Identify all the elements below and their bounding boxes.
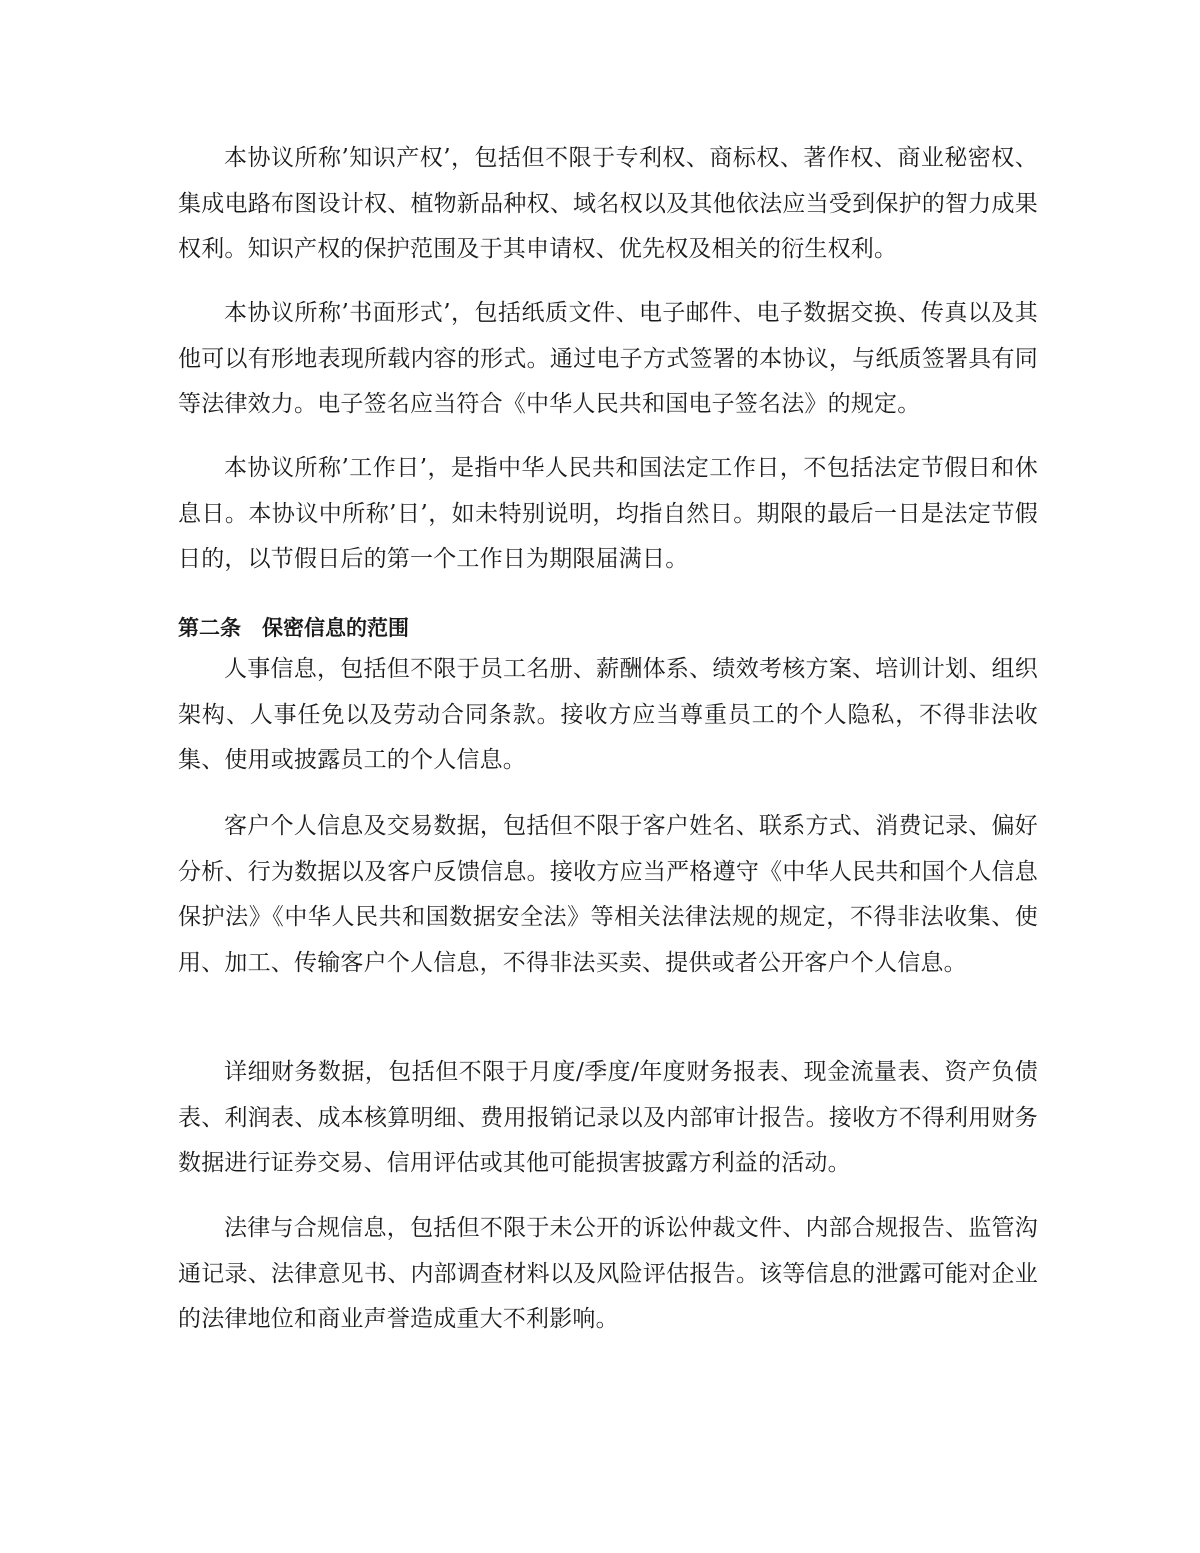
paragraph-legal-compliance-information: 法律与合规信息，包括但不限于未公开的诉讼仲裁文件、内部合规报告、监管沟通记录、法律意见书、内部调查材料以及风险评估报告。该等信息的泄露可能对企业的法律地位和商业声誉造成重大不利影响。 — [178, 1215, 1038, 1332]
paragraph-financial-data: 详细财务数据，包括但不限于月度/季度/年度财务报表、现金流量表、资产负债表、利润表、成本核算明细、费用报销记录以及内部审计报告。接收方不得利用财务数据进行证券交易、信用评估或其他可能损害披露方利益的活动。 — [178, 1059, 1038, 1176]
paragraph-customer-information: 客户个人信息及交易数据，包括但不限于客户姓名、联系方式、消费记录、偏好分析、行为数据以及客户反馈信息。接收方应当严格遵守《中华人民共和国个人信息保护法》《中华人民共和国数据安全法》等相关法律法规的规定，不得非法收集、使用、加工、传输客户个人信息，不得非法买卖、提供或者公开客户个人信息。 — [178, 813, 1038, 976]
paragraph-working-day-definition: 本协议所称’工作日’，是指中华人民共和国法定工作日，不包括法定节假日和休息日。本协议中所称’日’，如未特别说明，均指自然日。期限的最后一日是法定节假日的，以节假日后的第一个工作日为期限届满日。 — [178, 455, 1038, 572]
paragraph-intellectual-property-definition: 本协议所称’知识产权’，包括但不限于专利权、商标权、著作权、商业秘密权、集成电路布图设计权、植物新品种权、域名权以及其他依法应当受到保护的智力成果权利。知识产权的保护范围及于其申请权、优先权及相关的衍生权利。 — [178, 145, 1038, 262]
paragraph-personnel-information: 人事信息，包括但不限于员工名册、薪酬体系、绩效考核方案、培训计划、组织架构、人事任免以及劳动合同条款。接收方应当尊重员工的个人隐私，不得非法收集、使用或披露员工的个人信息。 — [178, 656, 1038, 773]
section-heading: 第二条 保密信息的范围 — [178, 616, 409, 640]
paragraph-written-form-definition: 本协议所称’书面形式’，包括纸质文件、电子邮件、电子数据交换、传真以及其他可以有形地表现所载内容的形式。通过电子方式签署的本协议，与纸质签署具有同等法律效力。电子签名应当符合《中华人民共和国电子签名法》的规定。 — [178, 300, 1038, 417]
